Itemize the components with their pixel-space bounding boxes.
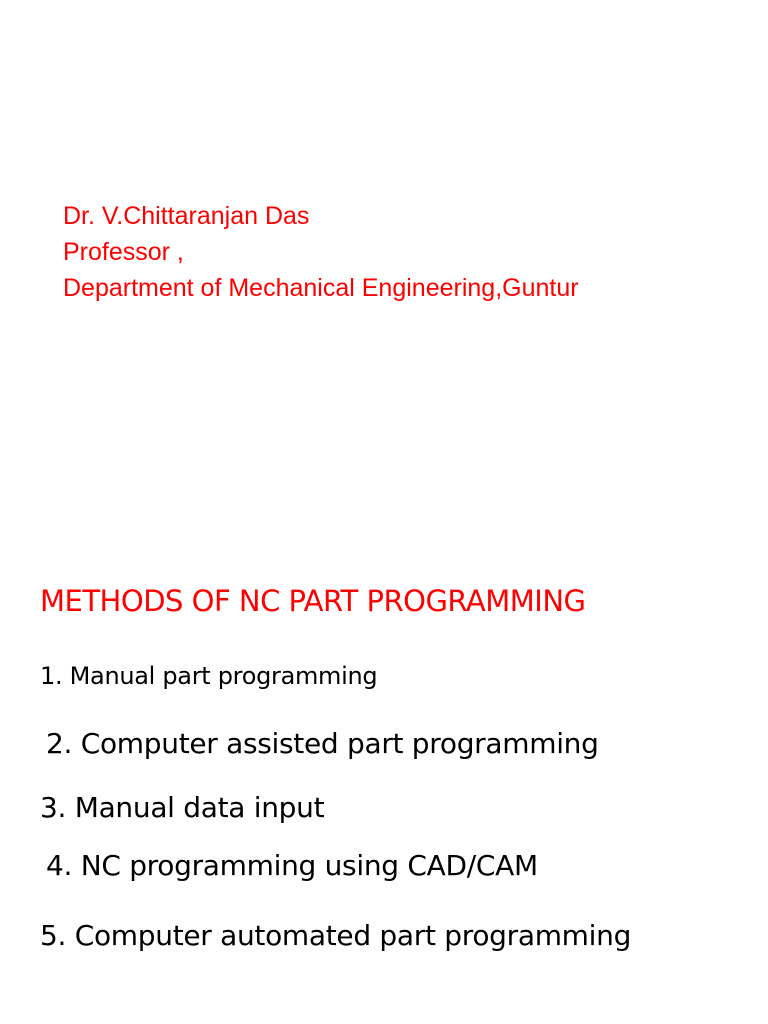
method-item-3: 3. Manual data input xyxy=(40,791,325,824)
method-item-5: 5. Computer automated part programming xyxy=(40,919,632,952)
author-department: Department of Mechanical Engineering,Guntur xyxy=(63,274,579,302)
author-block xyxy=(63,198,579,306)
section-heading: METHODS OF NC PART PROGRAMMING xyxy=(40,584,586,618)
author-name: Dr. V.Chittaranjan Das xyxy=(63,202,310,230)
method-item-2: 2. Computer assisted part programming xyxy=(46,727,599,760)
method-item-1: 1. Manual part programming xyxy=(40,662,378,690)
author-title: Professor , xyxy=(63,238,184,266)
method-item-4: 4. NC programming using CAD/CAM xyxy=(46,849,538,882)
